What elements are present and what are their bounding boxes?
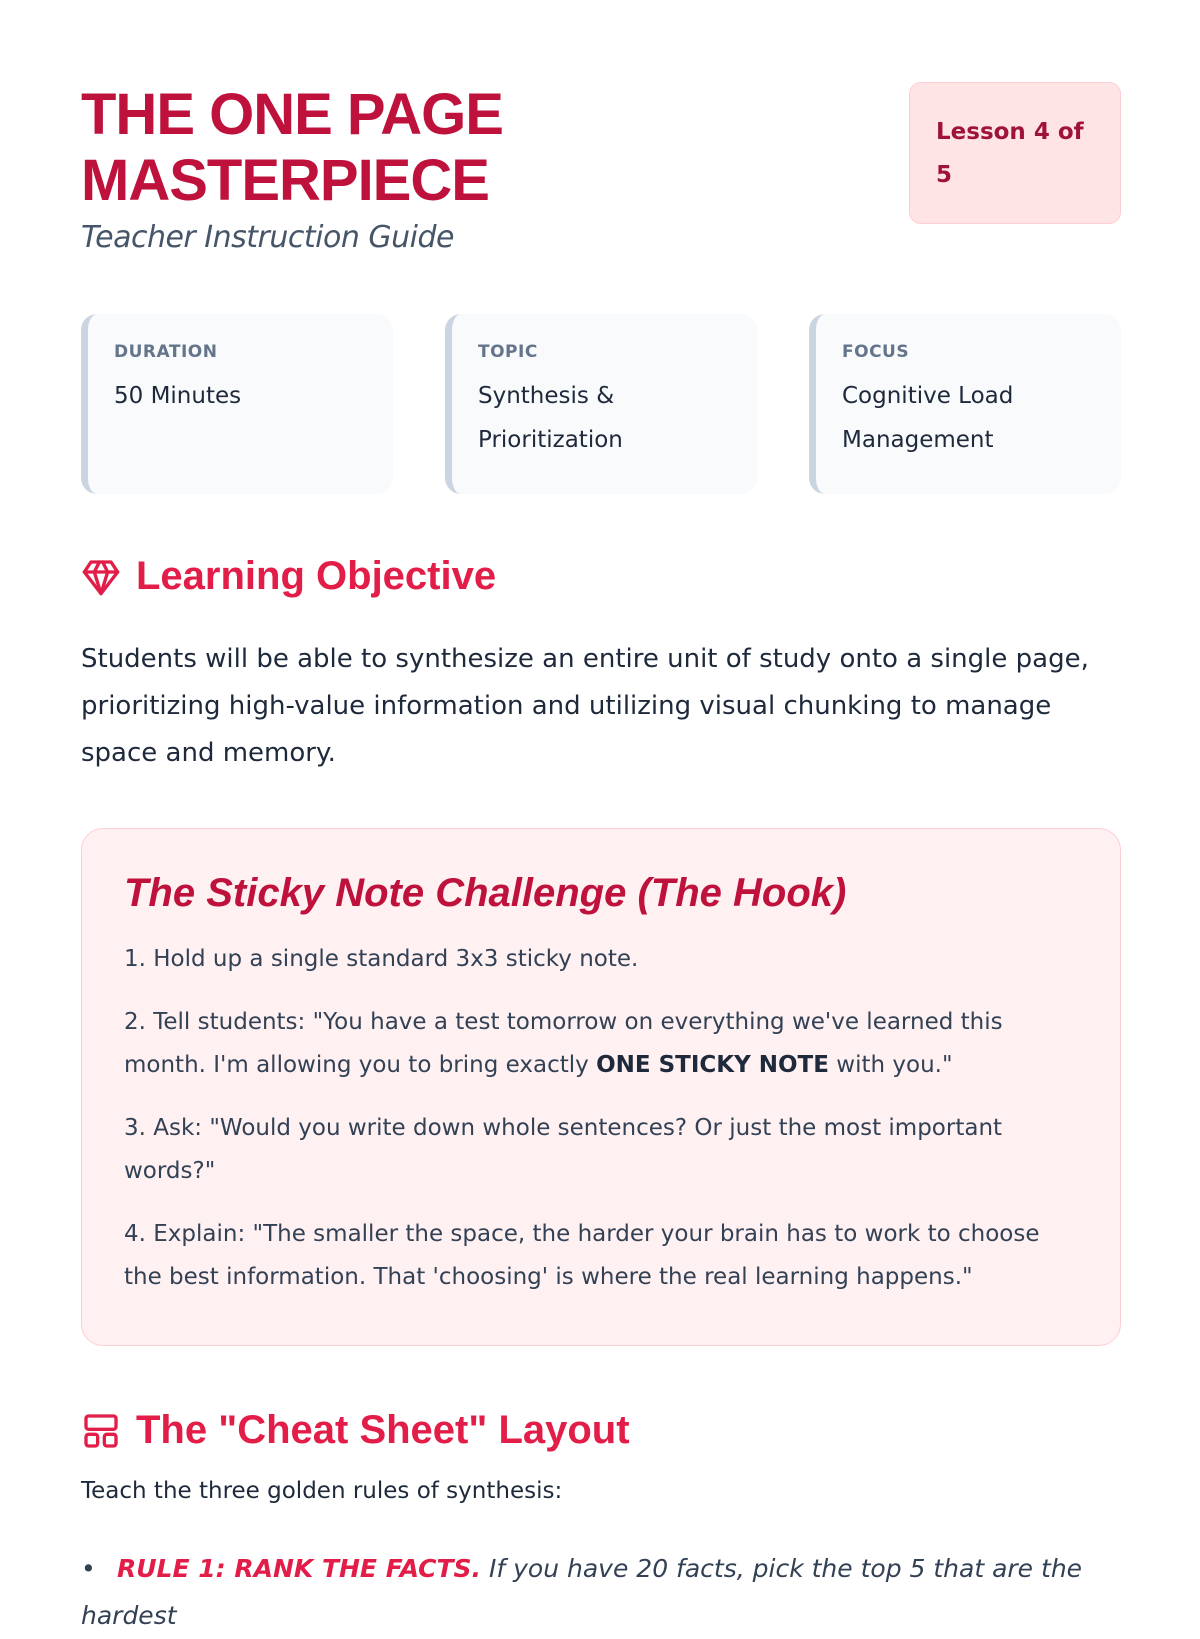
learning-objective-heading [81,554,496,599]
cheat-sheet-heading [81,1408,630,1453]
layout-icon [81,1411,121,1451]
meta-value-line: Cognitive Load [842,383,1014,409]
rule-label: RULE 1: RANK THE FACTS. [117,1554,482,1583]
hook-step-3: 3. Ask: "Would you write down whole sentences? Or just the most important words?" [124,1115,1003,1184]
lesson-badge-line-1: Lesson 4 of [936,119,1084,145]
section-title: The "Cheat Sheet" Layout [136,1408,630,1452]
title-line-2: MASTERPIECE [81,148,489,213]
meta-value-line: Synthesis & [478,383,615,409]
meta-value-line: 50 Minutes [114,383,242,409]
meta-cards [81,314,1121,494]
hook-step-text: 2. Tell students: "You have a test tomorrow on everything we've learned this month. I'm allowing you to bring exactly [124,1009,1003,1078]
lesson-badge [909,82,1121,224]
title-line-1: THE ONE PAGE [81,82,503,147]
learning-objective-text: Students will be able to synthesize an entire unit of study onto a single page, prioritizing high-value information and utilizing visual chunking to manage space and memory. [81,644,1089,768]
bullet: • [81,1554,96,1583]
page-header [81,82,1121,262]
gem-icon [81,557,121,597]
cheat-sheet-intro: Teach the three golden rules of synthesis: [81,1478,563,1504]
page-title [81,82,641,214]
rule-list-item [81,1545,1131,1639]
meta-label: DURATION [114,342,218,362]
lesson-badge-line-2: 5 [936,162,953,188]
page-subtitle: Teacher Instruction Guide [81,220,454,255]
meta-value [114,374,367,418]
hook-callout [81,828,1121,1346]
meta-label: FOCUS [842,342,910,362]
meta-card-focus [809,314,1121,494]
meta-value-line: Management [842,427,994,453]
hook-step-2 [124,1001,1078,1087]
hook-step-1: 1. Hold up a single standard 3x3 sticky note. [124,946,639,972]
section-title: Learning Objective [136,554,497,598]
hook-title: The Sticky Note Challenge (The Hook) [124,871,847,915]
hook-step-emphasis: ONE STICKY NOTE [596,1052,829,1078]
rule-text: If you have 20 facts, pick the top 5 that are the hardest [81,1554,1083,1630]
meta-label: TOPIC [478,342,538,362]
hook-step-4: 4. Explain: "The smaller the space, the harder your brain has to work to choose the best information. That 'choosing' is where the real learning happens." [124,1221,1040,1290]
hook-step-text: with you." [828,1052,953,1078]
meta-value [478,374,731,462]
meta-card-duration [81,314,393,494]
meta-card-topic [445,314,757,494]
meta-value [842,374,1095,462]
meta-value-line: Prioritization [478,427,623,453]
